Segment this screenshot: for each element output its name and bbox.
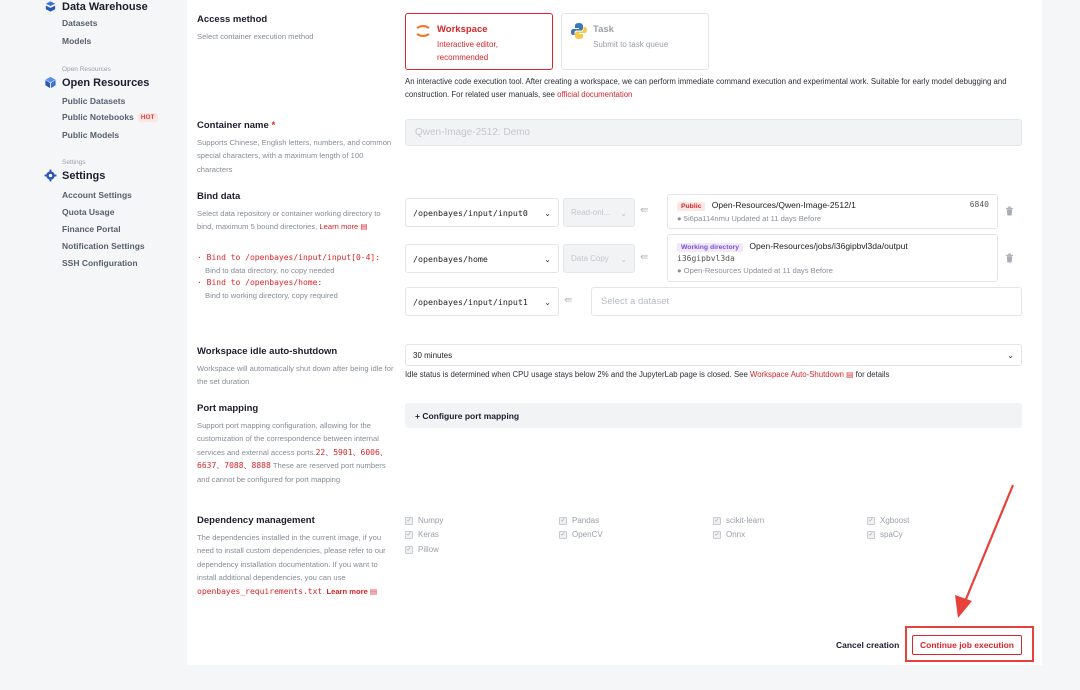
arrow-left-icon: ⇚ [640, 252, 649, 263]
dependency-desc: The dependencies installed in the current image, if you need to install custom dependencies, please refer to our dependency installation documentation. If you want to install additional dependencies, you can use openbayes_requirements.txt. Learn more ▤ [197, 533, 386, 596]
access-method-title: Access method [197, 14, 268, 25]
dependency-label: Numpy [418, 516, 444, 525]
bind-rule-2-path-text: Bind to /openbayes/home [206, 278, 318, 287]
hot-badge: HOT [138, 113, 158, 122]
checkbox-icon: ✓ [560, 517, 566, 524]
nav-section-title: Data Warehouse [62, 0, 148, 13]
bind-rule-1-path: · Bind to /openbayes/input/input[0-4]: [197, 253, 381, 262]
bind-mode-value: Read-onl... [571, 208, 611, 217]
checkbox-icon: ✓ [714, 517, 720, 524]
arrow-left-icon: ⇚ [564, 295, 573, 306]
dependency-label: Pillow [418, 545, 439, 554]
annotation-arrow-line [964, 485, 1013, 604]
checkbox-icon: ✓ [406, 531, 412, 538]
sidebar-item-public-models[interactable]: Public Models [62, 130, 120, 140]
checkbox-icon: ✓ [406, 546, 412, 553]
workspace-desc: Interactive editor, recommended [437, 40, 498, 62]
chevron-down-icon: ⌄ [544, 254, 551, 264]
sidebar-item-notification-settings[interactable]: Notification Settings [62, 241, 145, 251]
configure-port-mapping-button[interactable]: + Configure port mapping [405, 403, 1022, 428]
resource-id: i36gipbvl3da [677, 254, 735, 263]
sidebar-item-datasets[interactable]: Datasets [62, 18, 98, 28]
chevron-down-icon: ⌄ [544, 297, 551, 307]
bind-learn-more-label: Learn more [319, 222, 359, 232]
bind-rule-2-text: Bind to working directory, copy required [205, 290, 338, 300]
resource-size: 6840 [969, 200, 989, 209]
resource-id: 5i6pa114nmu [683, 214, 730, 223]
doc-icon: ▤ [846, 370, 854, 379]
bind-rule-2-path: · Bind to /openbayes/home: [197, 278, 323, 287]
cancel-creation-button[interactable]: Cancel creation [836, 640, 900, 650]
public-badge: Public [677, 202, 705, 211]
user-avatar-icon: ● [677, 266, 682, 275]
continue-job-execution-button[interactable]: Continue job execution [912, 635, 1022, 655]
chevron-down-icon: ⌄ [620, 208, 627, 218]
checkbox-icon: ✓ [868, 517, 874, 524]
bind-mode-value: Data Copy [571, 254, 609, 263]
dependency-desc-text: The dependencies installed in the current image, if you need to install custom dependencies, please refer to our dependency installation documentation. If you want to install additional dependencies, you can use [197, 533, 386, 583]
resource-name: Open-Resources/jobs/i36gipbvl3da/output [749, 241, 908, 251]
dependency-label: Onnx [726, 530, 746, 539]
official-documentation-link[interactable]: official documentation [557, 90, 633, 99]
bind-rule-1-path-text: Bind to /openbayes/input/input[0-4] [206, 253, 376, 262]
bind-path-value: /openbayes/input/input1 [413, 296, 528, 307]
reserved-ports: 22、5901、6006、6637、7088、8888 [197, 447, 388, 471]
idle-duration-value: 30 minutes [413, 350, 453, 360]
nav-section-title: Open Resources [62, 76, 150, 89]
checkbox-icon: ✓ [406, 517, 412, 524]
access-info-text: An interactive code execution tool. After creating a workspace, we can perform immediate command execution and experimental work. Suitable for early model debugging and construction. For related user manuals, see [405, 77, 1007, 99]
working-directory-badge: Working directory [677, 243, 743, 252]
workspace-title: Workspace [437, 24, 488, 35]
idle-shutdown-desc: Workspace will automatically shut down after being idle for the set duration [197, 364, 394, 387]
port-mapping-title: Port mapping [197, 403, 259, 414]
container-name-field[interactable]: Qwen-Image-2512: Demo [405, 119, 1022, 146]
checkbox-icon: ✓ [714, 531, 720, 538]
dependency-label: Pandas [572, 516, 600, 525]
chevron-down-icon: ⌄ [544, 208, 551, 218]
chevron-down-icon: ⌄ [620, 254, 627, 264]
dependency-label: Keras [418, 530, 439, 539]
sidebar-item-ssh-configuration[interactable]: SSH Configuration [62, 258, 138, 268]
doc-icon: ▤ [369, 586, 378, 596]
container-name-desc: Supports Chinese, English letters, numbers, and common special characters, with a maximum length of 100 characters [197, 138, 392, 174]
dependency-label: spaCy [880, 530, 903, 539]
bind-path-value: /openbayes/input/input0 [413, 207, 528, 218]
bind-rule-1-text: Bind to data directory, no copy needed [205, 265, 335, 275]
annotation-arrowhead [955, 595, 972, 618]
chevron-down-icon: ⌄ [1007, 351, 1014, 360]
port-mapping-desc-2: These are reserved port numbers and cannot be configured for port mapping [197, 461, 386, 484]
required-mark: * [271, 120, 276, 131]
port-mapping-desc-text: Support port mapping configuration, allowing for the customization of the correspondence between internal services and external access ports. [197, 421, 379, 457]
select-dataset-input[interactable]: Select a dataset [591, 287, 1022, 316]
dependency-title: Dependency management [197, 515, 315, 526]
bind-data-desc-text: Select data repository or container working directory to bind, maximum 5 bound directories, [197, 209, 381, 232]
nav-caption-settings: Settings [62, 159, 86, 166]
sidebar-item-label: Public Notebooks [62, 112, 134, 122]
resource-name: Open-Resources/Qwen-Image-2512/1 [711, 200, 856, 210]
task-desc: Submit to task queue [593, 40, 669, 49]
nav-section-title: Settings [62, 169, 106, 182]
arrow-left-icon: ⇚ [640, 205, 649, 216]
checkbox-icon: ✓ [560, 531, 566, 538]
auto-shutdown-label: Workspace Auto-Shutdown [750, 370, 844, 379]
requirements-file: openbayes_requirements.txt [197, 586, 323, 596]
bind-data-title: Bind data [197, 191, 241, 202]
nav-caption-open-resources: Open Resources [62, 66, 111, 73]
dependency-label: OpenCV [572, 530, 603, 539]
access-method-desc: Select container execution method [197, 32, 314, 41]
sidebar-item-quota-usage[interactable]: Quota Usage [62, 207, 115, 217]
dependency-label: Xgboost [880, 516, 910, 525]
resource-updated: Open-Resources Updated at 11 days Before [683, 266, 834, 275]
user-avatar-icon: ● [677, 214, 682, 223]
deps-learn-more-label: Learn more [326, 586, 368, 596]
sidebar-item-account-settings[interactable]: Account Settings [62, 190, 132, 200]
sidebar-item-public-datasets[interactable]: Public Datasets [62, 96, 126, 106]
idle-shutdown-title: Workspace idle auto-shutdown [197, 346, 338, 357]
resource-updated: Updated at 11 days Before [731, 214, 822, 223]
container-name-label: Container name [197, 120, 269, 131]
sidebar-item-finance-portal[interactable]: Finance Portal [62, 224, 121, 234]
idle-info-tail: for details [853, 370, 890, 379]
task-title: Task [593, 24, 614, 35]
dependency-label: scikit-learn [726, 516, 765, 525]
bind-path-value: /openbayes/home [413, 253, 488, 264]
sidebar-item-models[interactable]: Models [62, 36, 92, 46]
checkbox-icon: ✓ [868, 531, 874, 538]
doc-icon: ▤ [360, 222, 368, 232]
idle-info-text: Idle status is determined when CPU usage stays below 2% and the JupyterLab page is closed. See [405, 370, 750, 379]
annotation-highlight-box [906, 627, 1033, 661]
